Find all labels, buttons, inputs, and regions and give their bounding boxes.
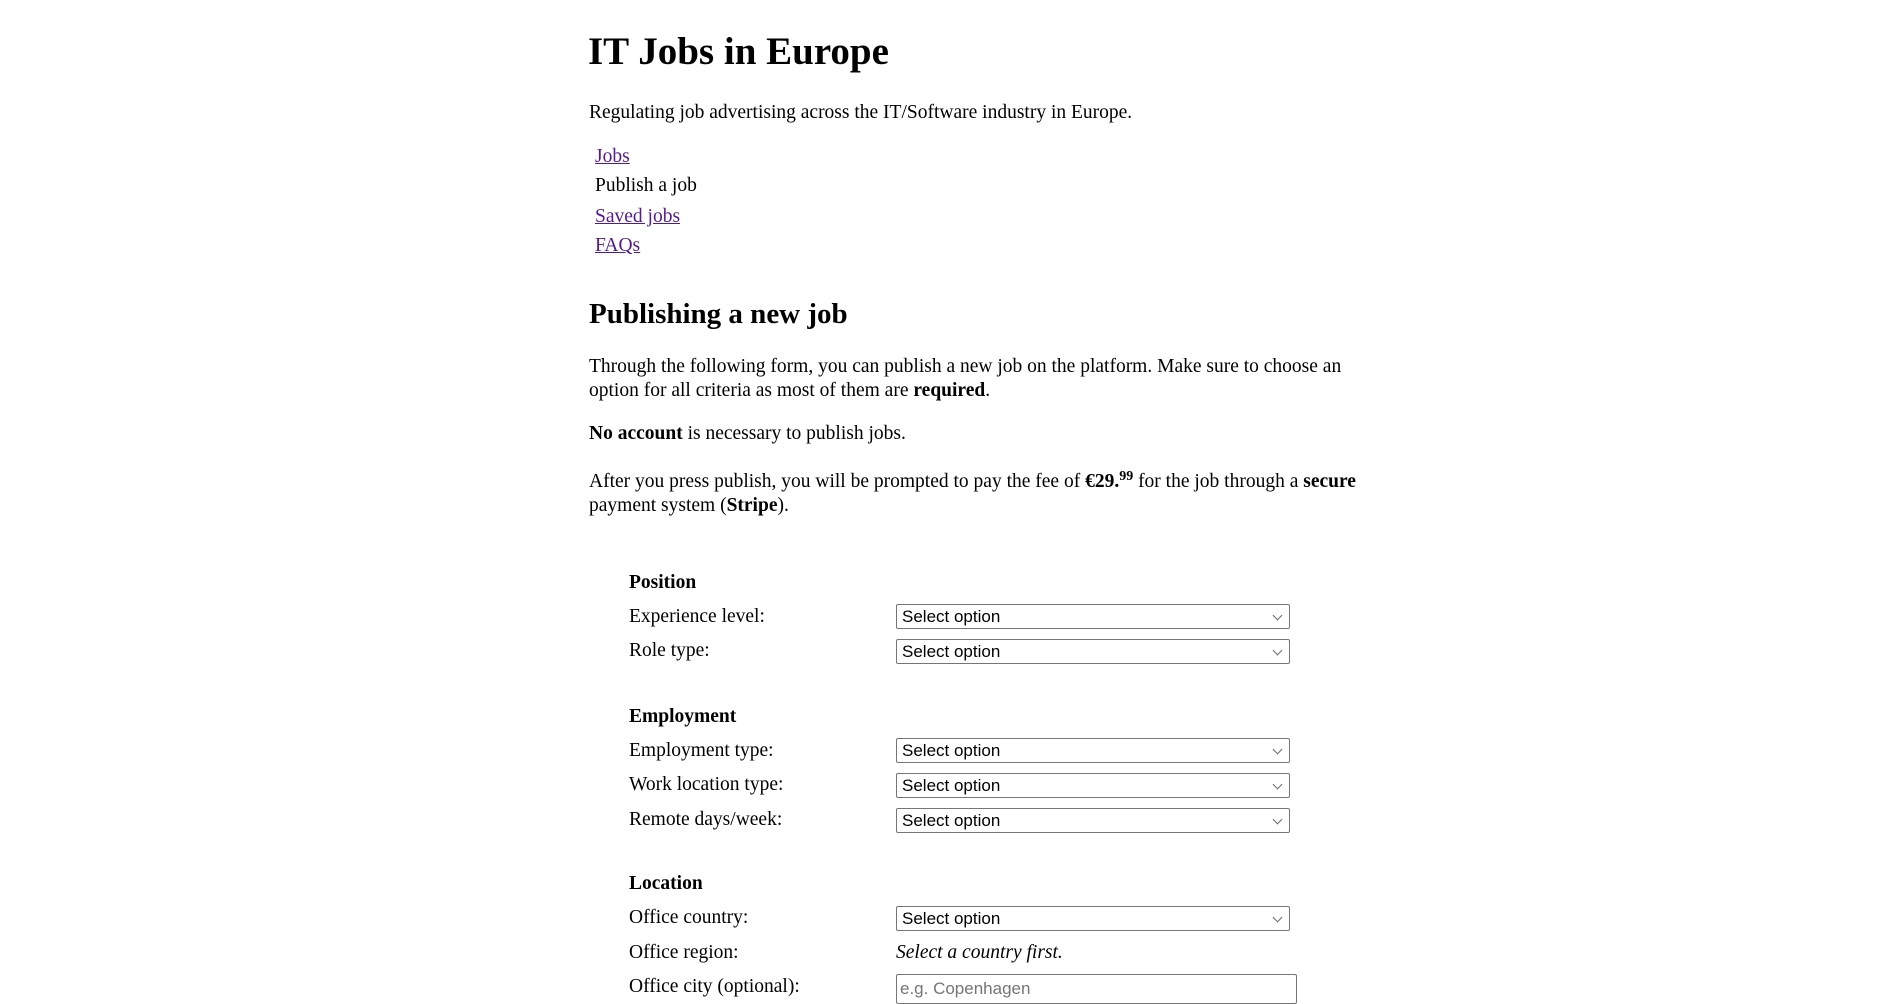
nav-item-publish-a-job: Publish a job: [595, 175, 697, 196]
nav-link-saved-jobs[interactable]: Saved jobs: [595, 206, 681, 227]
office-city-label: Office city (optional):: [629, 976, 800, 997]
experience-level-label: Experience level:: [629, 606, 765, 627]
nav-link-jobs[interactable]: Jobs: [595, 146, 630, 167]
role-type-select[interactable]: Select option: [896, 639, 1290, 664]
experience-level-select[interactable]: Select option: [896, 604, 1290, 629]
page-title: Publishing a new job: [589, 298, 848, 330]
group-heading-employment: Employment: [629, 706, 737, 727]
site-tagline: Regulating job advertising across the IT/Software industry in Europe.: [589, 102, 1133, 123]
payment-provider: Stripe: [726, 495, 778, 516]
site-title: IT Jobs in Europe: [588, 30, 889, 73]
work-location-type-select[interactable]: Select option: [896, 773, 1290, 798]
chevron-down-icon: [1273, 913, 1283, 923]
employment-type-label: Employment type:: [629, 740, 774, 761]
account-note: No account is necessary to publish jobs.: [589, 423, 906, 444]
office-region-label: Office region:: [629, 942, 739, 963]
group-heading-location: Location: [629, 873, 703, 894]
payment-note: After you press publish, you will be prompted to pay the fee of €29.99 for the job through a secure payment system (Stripe).: [589, 469, 1356, 516]
role-type-label: Role type:: [629, 640, 710, 661]
office-country-select[interactable]: Select option: [896, 906, 1290, 931]
office-country-label: Office country:: [629, 907, 749, 928]
employment-type-select[interactable]: Select option: [896, 738, 1290, 763]
work-location-type-label: Work location type:: [629, 774, 784, 795]
no-account-emphasis: No account: [589, 423, 683, 444]
chevron-down-icon: [1273, 646, 1283, 656]
chevron-down-icon: [1273, 780, 1283, 790]
chevron-down-icon: [1273, 611, 1283, 621]
remote-days-select[interactable]: Select option: [896, 808, 1290, 833]
group-heading-position: Position: [629, 572, 697, 593]
chevron-down-icon: [1273, 815, 1283, 825]
remote-days-label: Remote days/week:: [629, 809, 783, 830]
nav-link-faqs[interactable]: FAQs: [595, 235, 641, 256]
chevron-down-icon: [1273, 745, 1283, 755]
intro-paragraph: Through the following form, you can publish a new job on the platform. Make sure to choose an option for all criteria as most of them are required.: [589, 356, 1342, 401]
required-emphasis: required: [913, 380, 986, 401]
office-region-hint: Select a country first.: [896, 942, 1063, 963]
office-city-input[interactable]: [896, 974, 1297, 1004]
price: €29.99: [1085, 469, 1134, 492]
